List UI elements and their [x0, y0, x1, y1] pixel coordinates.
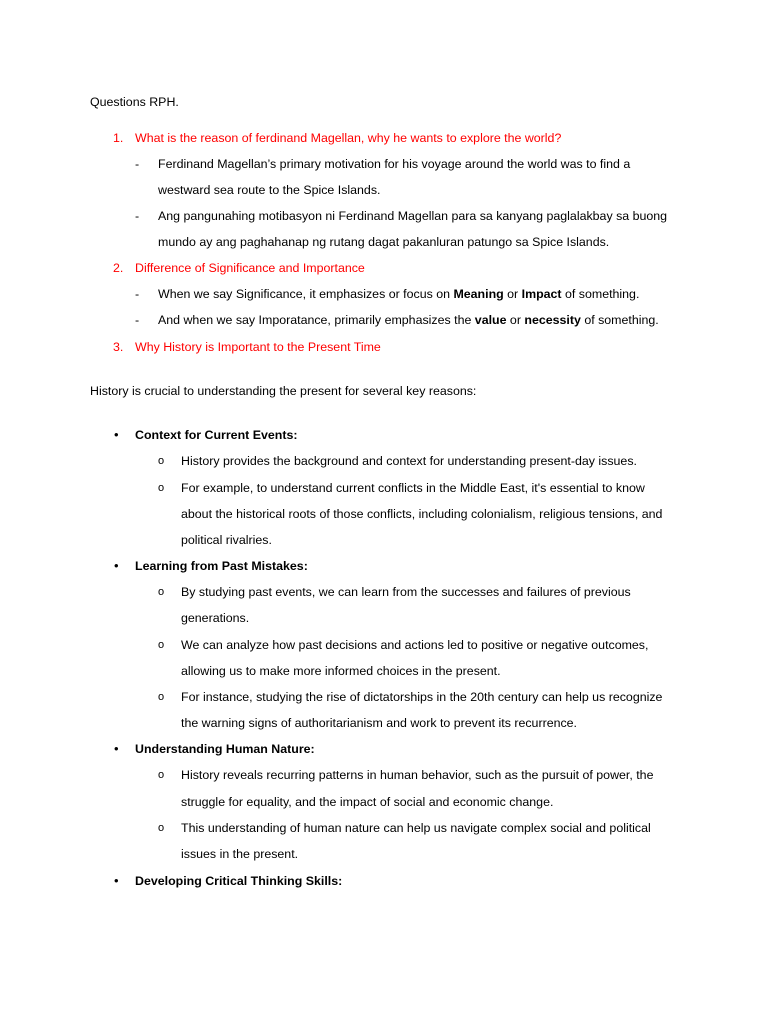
- answer-2b-bold-necessity: necessity: [524, 313, 581, 327]
- question-1-number: 1.: [113, 131, 124, 145]
- sub-bullet-marker: o: [158, 691, 165, 703]
- answer-2a: [158, 286, 639, 302]
- dash-marker: -: [135, 313, 140, 327]
- bullet-marker: •: [114, 558, 119, 573]
- section-2-item-2-line-2: allowing us to make more informed choices in the present.: [181, 664, 501, 678]
- section-2-item-1-line-1: By studying past events, we can learn from the successes and failures of previous: [181, 585, 631, 599]
- section-1-item-2-line-3: political rivalries.: [181, 533, 272, 547]
- question-1-text: What is the reason of ferdinand Magellan, why he wants to explore the world?: [135, 131, 562, 145]
- bullet-marker: •: [114, 741, 119, 756]
- intro-paragraph: History is crucial to understanding the present for several key reasons:: [90, 384, 477, 398]
- section-3-heading: Understanding Human Nature:: [135, 742, 315, 756]
- sub-bullet-marker: o: [158, 639, 165, 651]
- question-2-number: 2.: [113, 261, 124, 275]
- section-2-item-1-line-2: generations.: [181, 611, 250, 625]
- answer-2a-bold-impact: Impact: [521, 287, 562, 301]
- question-2-text: Difference of Significance and Importance: [135, 261, 365, 275]
- answer-1-line-2: westward sea route to the Spice Islands.: [158, 183, 381, 197]
- answer-2a-part-3: of something.: [561, 287, 640, 301]
- sub-bullet-marker: o: [158, 455, 165, 467]
- section-3-item-1-line-2: struggle for equality, and the impact of social and economic change.: [181, 795, 554, 809]
- answer-2a-bold-meaning: Meaning: [453, 287, 504, 301]
- section-2-item-3-line-2: the warning signs of authoritarianism and work to prevent its recurrence.: [181, 716, 578, 730]
- section-1-heading: Context for Current Events:: [135, 428, 298, 442]
- dash-marker: -: [135, 287, 140, 301]
- question-3-number: 3.: [113, 340, 124, 354]
- bullet-marker: •: [114, 873, 119, 888]
- section-3-item-2-line-2: issues in the present.: [181, 847, 299, 861]
- document-title: Questions RPH.: [90, 95, 179, 109]
- section-3-item-1-line-1: History reveals recurring patterns in human behavior, such as the pursuit of power, the: [181, 768, 654, 782]
- section-1-item-2-line-1: For example, to understand current conflicts in the Middle East, it's essential to know: [181, 481, 645, 495]
- section-2-item-2-line-1: We can analyze how past decisions and actions led to positive or negative outcomes,: [181, 638, 649, 652]
- sub-bullet-marker: o: [158, 822, 165, 834]
- section-4-heading: Developing Critical Thinking Skills:: [135, 874, 343, 888]
- section-2-heading: Learning from Past Mistakes:: [135, 559, 308, 573]
- answer-2a-part-2: or: [503, 287, 522, 301]
- answer-2b: [158, 312, 659, 328]
- answer-2a-part-1: When we say Significance, it emphasizes or focus on: [158, 287, 454, 301]
- answer-2b-part-1: And when we say Imporatance, primarily emphasizes the: [158, 313, 475, 327]
- bullet-marker: •: [114, 427, 119, 442]
- dash-marker: -: [135, 157, 140, 171]
- answer-1b-line-1: Ang pangunahing motibasyon ni Ferdinand Magellan para sa kanyang paglalakbay sa buong: [158, 209, 668, 223]
- question-3-text: Why History is Important to the Present Time: [135, 340, 381, 354]
- sub-bullet-marker: o: [158, 769, 165, 781]
- section-1-item-2-line-2: about the historical roots of those conflicts, including colonialism, religious tensions, and: [181, 507, 663, 521]
- sub-bullet-marker: o: [158, 482, 165, 494]
- section-2-item-3-line-1: For instance, studying the rise of dictatorships in the 20th century can help us recognize: [181, 690, 663, 704]
- section-3-item-2-line-1: This understanding of human nature can help us navigate complex social and political: [181, 821, 651, 835]
- dash-marker: -: [135, 209, 140, 223]
- answer-2b-part-2: or: [506, 313, 525, 327]
- answer-1-line-1: Ferdinand Magellan’s primary motivation for his voyage around the world was to find a: [158, 157, 631, 171]
- answer-1b-line-2: mundo ay ang paghahanap ng rutang dagat pakanluran patungo sa Spice Islands.: [158, 235, 610, 249]
- answer-2b-bold-value: value: [474, 313, 507, 327]
- sub-bullet-marker: o: [158, 586, 165, 598]
- section-1-item-1: History provides the background and context for understanding present-day issues.: [181, 454, 637, 468]
- answer-2b-part-3: of something.: [580, 313, 659, 327]
